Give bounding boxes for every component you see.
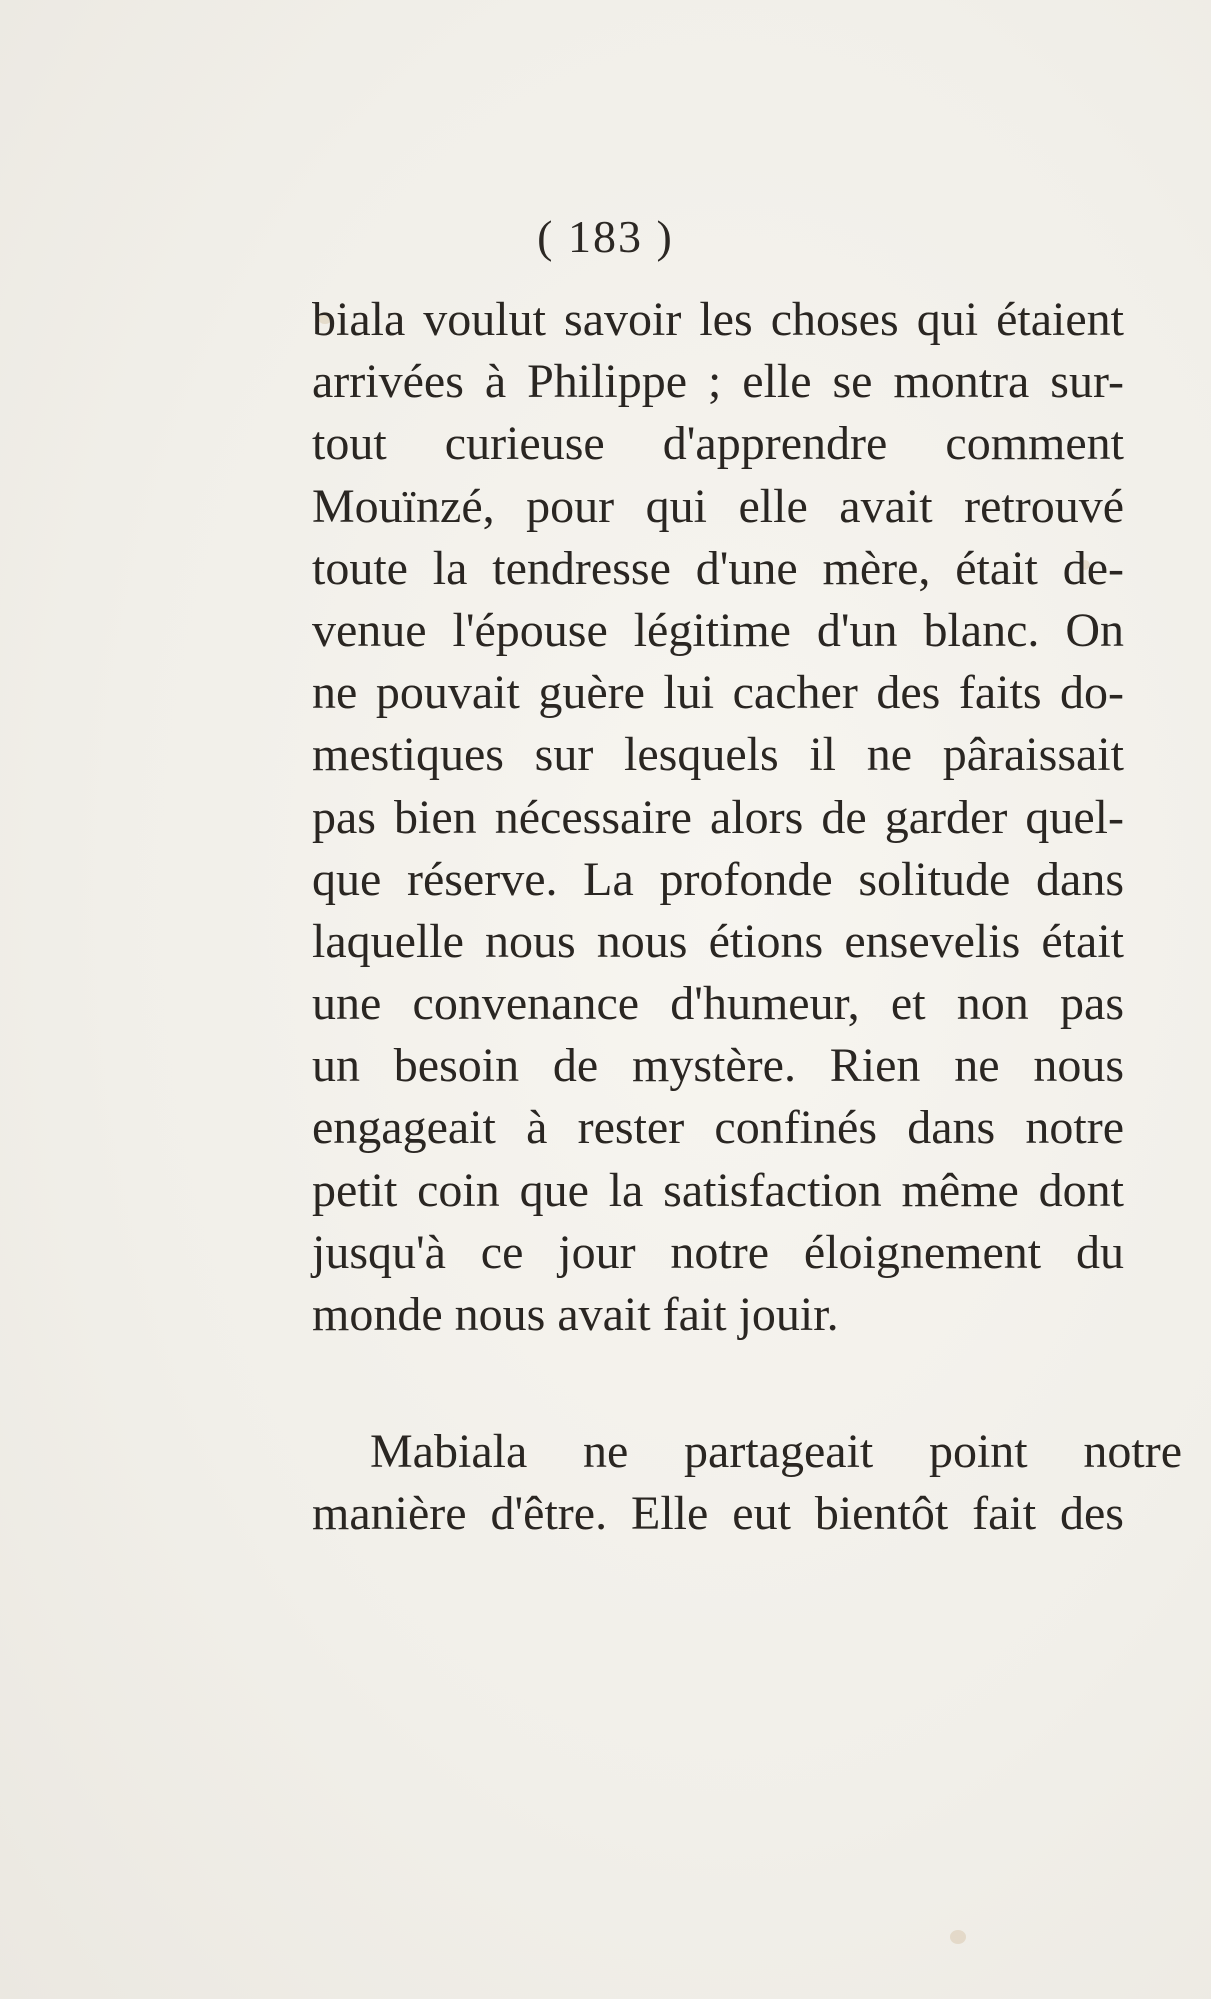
text-line: biala voulut savoir les choses qui étaient xyxy=(312,293,1124,346)
text-line: pas bien nécessaire alors de garder quel- xyxy=(312,790,1125,844)
text-line: engageait à rester confinés dans notre xyxy=(312,1101,1125,1155)
text-line: laquelle nous nous étions ensevelis était xyxy=(312,914,1124,968)
text-line: jusqu'à ce jour notre éloignement du xyxy=(312,1225,1124,1279)
text-line: petit coin que la satisfaction même dont xyxy=(312,1163,1124,1217)
paragraph-2 xyxy=(312,1421,1182,1545)
page-number: ( 183 ) xyxy=(537,211,674,262)
text-line: que réserve. La profonde solitude dans xyxy=(312,852,1124,906)
text-line: toute la tendresse d'une mère, était de- xyxy=(312,541,1124,595)
paragraph-1 xyxy=(312,289,1124,1346)
text-line: venue l'épouse légitime d'un blanc. On xyxy=(312,603,1124,657)
text-line: monde nous avait fait jouir. xyxy=(312,1288,839,1341)
text-line: tout curieuse d'apprendre comment xyxy=(312,417,1125,471)
text-line: Mabiala ne partageait point notre xyxy=(370,1425,1182,1478)
text-line: arrivées à Philippe ; elle se montra sur- xyxy=(312,355,1124,409)
text-line: un besoin de mystère. Rien ne nous xyxy=(312,1039,1125,1093)
text-line: mestiques sur lesquels il ne pâraissait xyxy=(312,728,1124,782)
text-line: ne pouvait guère lui cacher des faits do- xyxy=(312,666,1124,720)
text-line: manière d'être. Elle eut bientôt fait des xyxy=(312,1487,1124,1541)
text-line: Mouïnzé, pour qui elle avait retrouvé xyxy=(312,479,1125,533)
paper-stain xyxy=(950,1930,966,1944)
text-line: une convenance d'humeur, et non pas xyxy=(312,977,1125,1031)
